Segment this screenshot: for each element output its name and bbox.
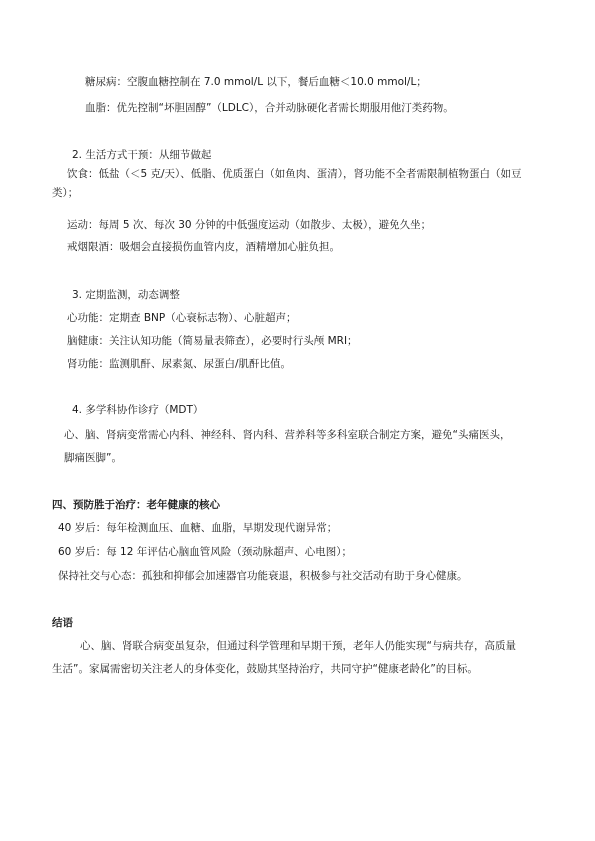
- part-4-heading: 四、预防胜于治疗：老年健康的核心: [52, 499, 220, 511]
- conclusion-line-2: 生活”。家属需密切关注老人的身体变化，鼓励其坚持治疗，共同守护“健康老龄化”的目标。: [52, 663, 478, 675]
- conclusion-line-1: 心、脑、肾联合病变虽复杂，但通过科学管理和早期干预，老年人仍能实现“与病共存，高质量: [80, 640, 516, 652]
- brain-health-line: 脑健康：关注认知功能（简易量表筛查），必要时行头颅 MRI；: [67, 335, 358, 347]
- mdt-line-1: 心、脑、肾病变常需心内科、神经科、肾内科、营养科等多科室联合制定方案，避免“头痛医头，: [64, 429, 511, 441]
- smoking-drinking-line: 戒烟限酒：吸烟会直接损伤血管内皮，酒精增加心脏负担。: [67, 241, 340, 253]
- section-4-heading: 4. 多学科协作诊疗（MDT）: [72, 404, 204, 416]
- social-mindset-line: 保持社交与心态：孤独和抑郁会加速器官功能衰退，积极参与社交活动有助于身心健康。: [58, 570, 468, 582]
- kidney-function-line: 肾功能：监测肌酐、尿素氮、尿蛋白/肌酐比值。: [67, 358, 292, 370]
- section-3-heading: 3. 定期监测，动态调整: [72, 289, 180, 301]
- age-40-line: 40 岁后：每年检测血压、血糖、血脂，早期发现代谢异常；: [58, 522, 338, 534]
- mdt-line-2: 脚痛医脚”。: [64, 452, 122, 464]
- age-60-line: 60 岁后：每 12 年评估心脑血管风险（颈动脉超声、心电图）；: [58, 546, 352, 558]
- diet-line-1: 饮食：低盐（＜5 克/天）、低脂、优质蛋白（如鱼肉、蛋清），肾功能不全者需限制植物蛋白（如豆: [67, 168, 522, 180]
- section-2-heading: 2. 生活方式干预：从细节做起: [72, 149, 212, 161]
- diet-line-2: 类）；: [52, 187, 79, 199]
- diabetes-control-line: 糖尿病：空腹血糖控制在 7.0 mmol/L 以下，餐后血糖＜10.0 mmol/L；: [85, 76, 427, 88]
- heart-function-line: 心功能：定期查 BNP（心衰标志物）、心脏超声；: [67, 312, 297, 324]
- lipid-control-line: 血脂：优先控制“坏胆固醇”（LDLC），合并动脉硬化者需长期服用他汀类药物。: [85, 102, 454, 114]
- exercise-line: 运动：每周 5 次、每次 30 分钟的中低强度运动（如散步、太极），避免久坐；: [67, 219, 432, 231]
- conclusion-heading: 结语: [52, 617, 73, 629]
